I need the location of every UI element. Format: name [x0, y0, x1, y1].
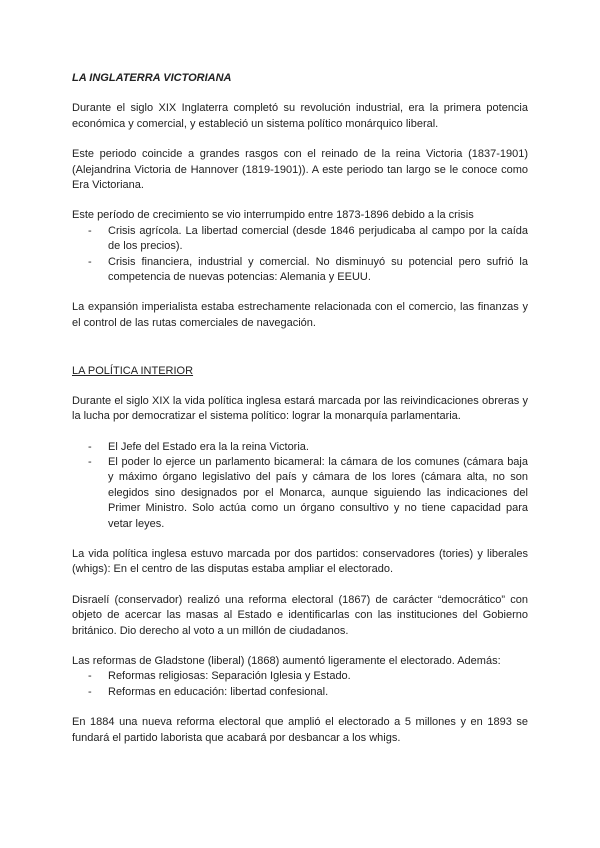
intro-paragraph-3: Este período de crecimiento se vio interrumpido entre 1873-1896 debido a la crisis — [72, 209, 474, 222]
politics-paragraph-4: Las reformas de Gladstone (liberal) (1868) aumentó ligeramente el electorado. Además: — [72, 654, 501, 667]
list-item: - Reformas en educación: libertad confesional. — [88, 685, 528, 700]
document-page — [72, 71, 528, 746]
intro-paragraph-1: Durante el siglo XIX Inglaterra completó su revolución industrial, era la primera potencia económica y comercial, y estableció un sistema político monárquico liberal. — [72, 102, 528, 130]
politics-paragraph-3: Disraelí (conservador) realizó una reforma electoral (1867) de carácter “democrático” con objeto de acercar las masas al Estado e identificarlas con las instituciones del Gobierno británico. Dio derecho al voto a un millón de ciudadanos. — [72, 593, 528, 637]
list-item: - Crisis financiera, industrial y comercial. No disminuyó su potencial pero sufrió la competencia de nuevas potencias: Alemania y EEUU. — [88, 255, 528, 286]
list-item: - El Jefe del Estado era la la reina Victoria. — [88, 440, 528, 455]
list-item: - El poder lo ejerce un parlamento bicameral: la cámara de los comunes (cámara baja y máximo órgano legislativo del país y cámara de los lores (cámara alta, no son elegidos sino designados por el Monarca, aunque siguiendo las indicaciones del Primer Ministro. Solo actúa como un órgano consultivo y no tiene capacidad para vetar leyes. — [88, 455, 528, 532]
document-title: LA INGLATERRA VICTORIANA — [72, 72, 232, 84]
intro-paragraph-2: Este periodo coincide a grandes rasgos con el reinado de la reina Victoria (1837-1901) (Alejandrina Victoria de Hannover (1819-1901)). A este periodo tan largo se le conoce como Era Victoriana. — [72, 148, 528, 192]
politics-paragraph-2: La vida política inglesa estuvo marcada por dos partidos: conservadores (tories) y liberales (whigs): En el centro de las disputas estaba ampliar el electorado. — [72, 547, 528, 576]
crisis-list — [72, 224, 528, 286]
politics-paragraph-5: En 1884 una nueva reforma electoral que amplió el electorado a 5 millones y en 1893 se fundará el partido laborista que acabará por desbancar a los whigs. — [72, 716, 528, 744]
reforms-list — [72, 669, 528, 700]
list-item: - Crisis agrícola. La libertad comercial (desde 1846 perjudicaba al campo por la caída de los precios). — [88, 224, 528, 255]
politics-list — [72, 440, 528, 532]
politics-paragraph-1: Durante el siglo XIX la vida política inglesa estará marcada por las reivindicaciones obreras y la lucha por democratizar el sistema político: lograr la monarquía parlamentaria. — [72, 394, 528, 423]
intro-paragraph-4: La expansión imperialista estaba estrechamente relacionada con el comercio, las finanzas y el control de las rutas comerciales de navegación. — [72, 301, 528, 329]
section-heading: LA POLÍTICA INTERIOR — [72, 365, 194, 378]
list-item: - Reformas religiosas: Separación Iglesia y Estado. — [88, 669, 528, 684]
